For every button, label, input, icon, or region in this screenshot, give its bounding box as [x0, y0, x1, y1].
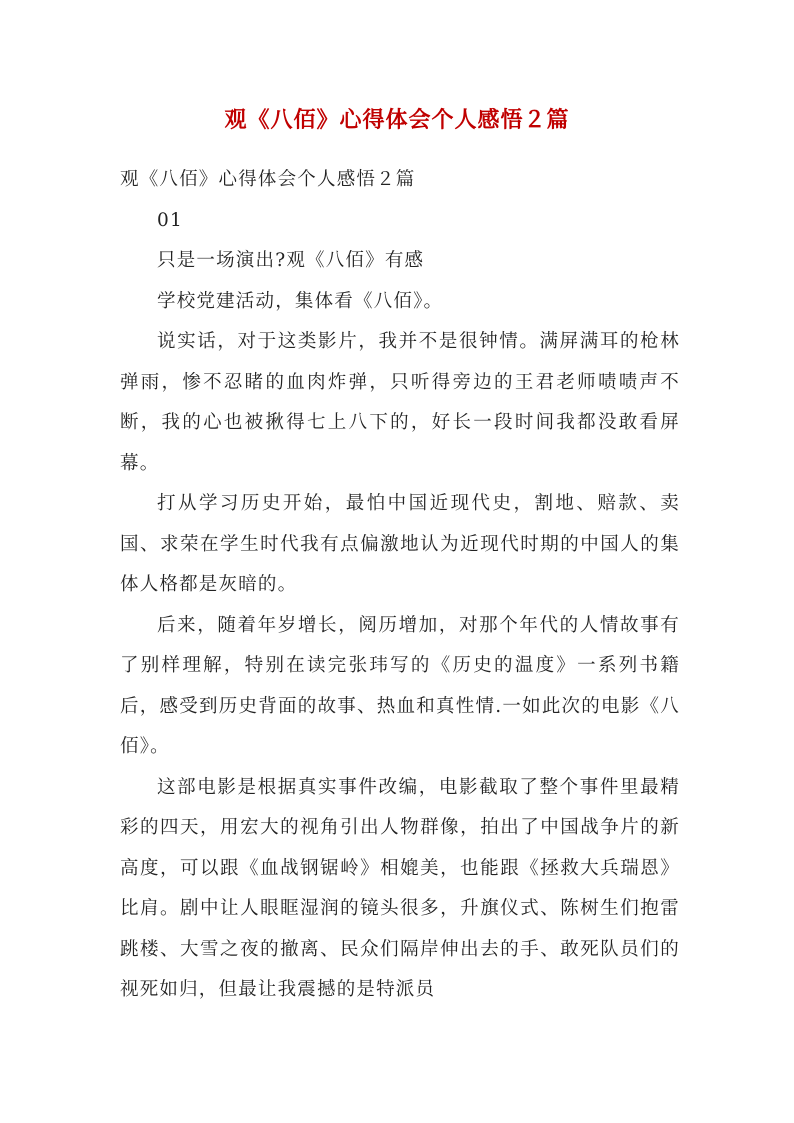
document-title: 观《八佰》心得体会个人感悟２篇 [224, 107, 570, 133]
paragraph: 说实话，对于这类影片，我并不是很钟情。满屏满耳的枪林弹雨，惨不忍睹的血肉炸弹，只听得旁边的王君老师啧啧声不断，我的心也被揪得七上八下的，好长一段时间我都没敢看屏幕。 [120, 331, 680, 474]
paragraph: 学校党建活动，集体看《八佰》。 [157, 290, 444, 312]
paragraph: 后来，随着年岁增长，阅历增加，对那个年代的人情故事有了别样理解，特别在读完张玮写的《历史的温度》一系列书籍后，感受到历史背面的故事、热血和真性情.一如此次的电影《八佰》。 [120, 614, 680, 757]
paragraph-heading: 观《八佰》心得体会个人感悟２篇 [120, 169, 416, 190]
document-body [120, 160, 680, 1011]
paragraph: 这部电影是根据真实事件改编，电影截取了整个事件里最精彩的四天，用宏大的视角引出人物群像，拍出了中国战争片的新高度，可以跟《血战钢锯岭》相媲美，也能跟《拯救大兵瑞恩》比肩。剧中让人眼眶湿润的镜头很多，升旗仪式、陈树生们抱雷跳楼、大雪之夜的撤离、民众们隔岸伸出去的手、敢死队员们的视死如归，但最让我震撼的是特派员 [120, 776, 680, 1000]
paragraph-subtitle: 只是一场演出?观《八佰》有感 [157, 250, 425, 271]
paragraph: 打从学习历史开始，最怕中国近现代史，割地、赔款、卖国、求荣在学生时代我有点偏激地认为近现代时期的中国人的集体人格都是灰暗的。 [120, 493, 680, 595]
paragraph-section-number: 01 [157, 209, 183, 231]
